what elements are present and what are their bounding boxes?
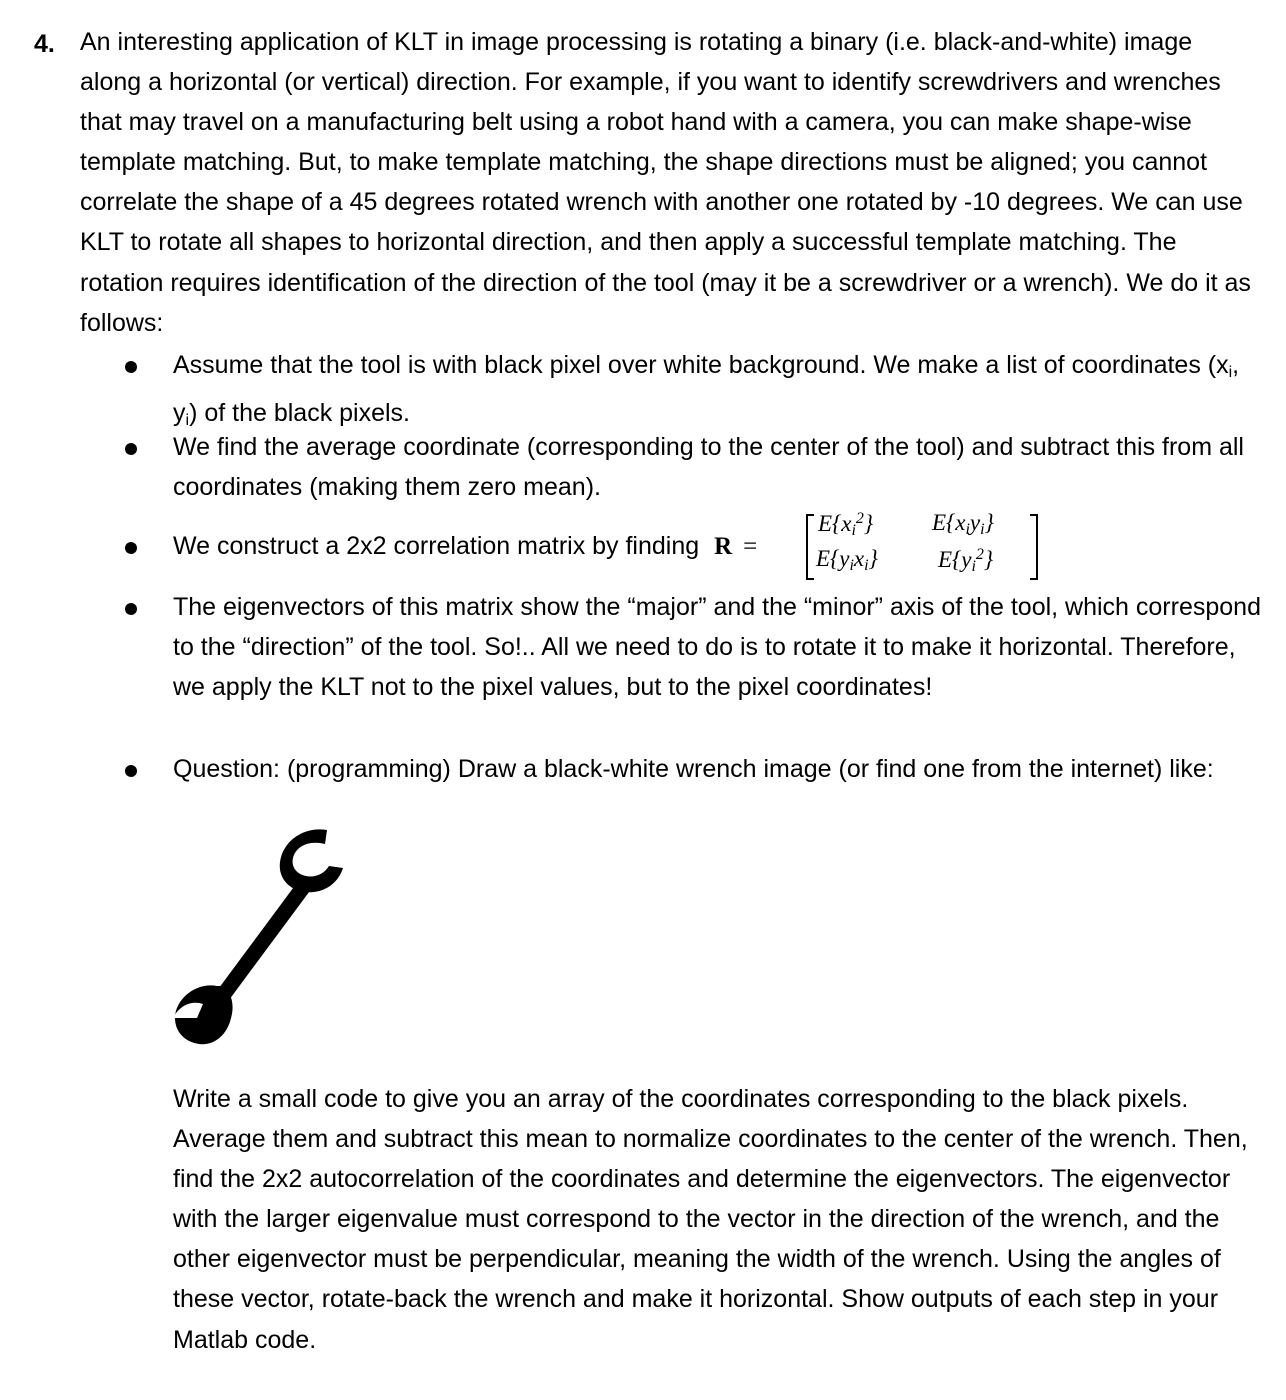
left-bracket (806, 514, 814, 580)
wrench-icon (165, 822, 360, 1052)
closing-paragraph: Write a small code to give you an array of the coordinates corresponding to the black pixels. Average them and subtract this mean to normalize coordinates to the center of the wrench. Then, find the 2x2 autocorrelation of the coordinates and determine the eigenvectors. The eigenvector with the larger eigenvalue must correspond to the vector in the direction of the wrench, and the other eigenvector must be perpendicular, meaning the width of the wrench. Using the angles of these vector, rotate-back the wrench and make it horizontal. Show outputs of each step in your Matlab code. (173, 1085, 1248, 1354)
bullet-3-text: We construct a 2x2 correlation matrix by finding R = (173, 532, 758, 560)
matrix-cell-22: $E\{y_i^2\}$ (938, 546, 994, 575)
bullet-dot-5 (125, 765, 137, 777)
matrix-cell-11: $E\{x_i^2\}$ (818, 510, 874, 539)
matrix-symbol: R (714, 533, 733, 560)
matrix-cell-21: $E\{y_ix_i\}$ (816, 546, 878, 574)
bullet-5-text: Question: (programming) Draw a black-white wrench image (or find one from the internet) like: (173, 755, 1214, 783)
bullet-1-text: Assume that the tool is with black pixel over white background. We make a list of coordinates ($x_i$, $y_i$) of the black pixels. (173, 351, 1240, 430)
intro-paragraph: An interesting application of KLT in image processing is rotating a binary (i.e. black-and-white) image along a horizontal (or vertical) direction. For example, if you want to identify screwdrivers and wrenches that may travel on a manufacturing belt using a robot hand with a camera, you can make shape-wise template matching. But, to make template matching, the shape directions must be aligned; you cannot correlate the shape of a 45 degrees rotated wrench with another one rotated by -10 degrees. We can use KLT to rotate all shapes to horizontal direction, and then apply a successful template matching. The rotation requires identification of the direction of the tool (may it be a screwdriver or a wrench). We do it as follows: (80, 28, 1251, 337)
bullet-dot-1 (125, 361, 137, 373)
bullet-dot-4 (125, 603, 137, 615)
bullet-dot-3 (125, 542, 137, 554)
question-number: 4. (34, 30, 55, 58)
bullet-dot-2 (125, 443, 137, 455)
bullet-2-text: We find the average coordinate (corresponding to the center of the tool) and subtract this from all coordinates (making them zero mean). (173, 433, 1244, 502)
right-bracket (1030, 514, 1038, 580)
correlation-matrix (806, 510, 1038, 582)
bullet-4-text: The eigenvectors of this matrix show the “major” and the “minor” axis of the tool, which correspond to the “direction” of the tool. So!.. All we need to do is to rotate it to make it horizontal. Therefore, we apply the KLT not to the pixel values, but to the pixel coordinates! (173, 593, 1261, 702)
matrix-cell-12: $E\{x_iy_i\}$ (932, 510, 994, 538)
